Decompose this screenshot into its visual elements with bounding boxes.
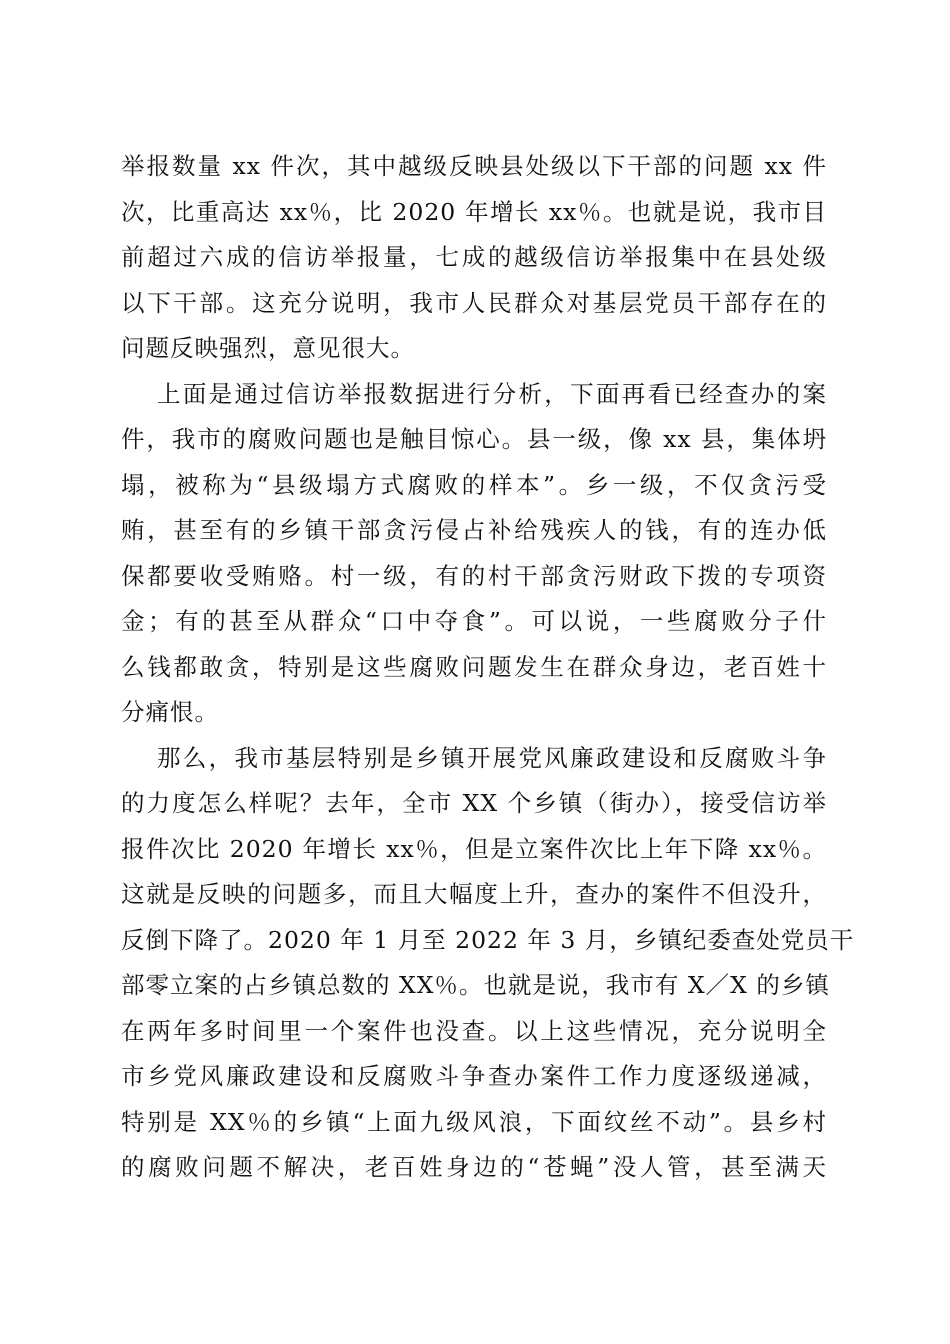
paragraph-3-line-9: 特别是 XX％的乡镇“上面九级风浪，下面纹丝不动”。县乡村 — [121, 1107, 827, 1136]
paragraph-2-line-2: 件，我市的腐败问题也是触目惊心。县一级，像 xx 县，集体坍 — [121, 425, 827, 453]
paragraph-3-line-5: 反倒下降了。2020 年 1 月至 2022 年 3 月，乡镇纪委查处党员干 — [121, 925, 855, 954]
paragraph-2-line-5: 保都要收受贿赂。村一级，有的村干部贪污财政下拨的专项资 — [121, 561, 827, 590]
paragraph-1-line-1: 举报数量 xx 件次，其中越级反映县处级以下干部的问题 xx 件 — [121, 152, 827, 180]
paragraph-2-line-6: 金；有的甚至从群众“口中夺食”。可以说，一些腐败分子什 — [121, 607, 827, 635]
paragraph-1-line-3: 前超过六成的信访举报量，七成的越级信访举报集中在县处级 — [121, 243, 827, 271]
paragraph-3-line-6: 部零立案的占乡镇总数的 XX％。也就是说，我市有 X／X 的乡镇 — [121, 971, 830, 999]
paragraph-2-line-4: 贿，甚至有的乡镇干部贪污侵占补给残疾人的钱，有的连办低 — [121, 516, 827, 544]
paragraph-2-line-7: 么钱都敢贪，特别是这些腐败问题发生在群众身边，老百姓十 — [121, 652, 827, 681]
paragraph-3-line-8: 市乡党风廉政建设和反腐败斗争查办案件工作力度逐级递减， — [121, 1062, 827, 1090]
paragraph-3-line-10: 的腐败问题不解决，老百姓身边的“苍蝇”没人管，甚至满天 — [121, 1153, 827, 1181]
paragraph-3-line-2: 的力度怎么样呢？去年，全市 XX 个乡镇（街办），接受信访举 — [121, 789, 827, 817]
paragraph-3-line-7: 在两年多时间里一个案件也没查。以上这些情况，充分说明全 — [121, 1016, 827, 1045]
paragraph-2-line-1: 上面是通过信访举报数据进行分析，下面再看已经查办的案 — [157, 379, 827, 408]
paragraph-1-line-2: 次，比重高达 xx％，比 2020 年增长 xx％。也就是说，我市目 — [121, 197, 827, 226]
paragraph-1-line-5: 问题反映强烈，意见很大。 — [121, 334, 415, 362]
paragraph-3-line-3: 报件次比 2020 年增长 xx％，但是立案件次比上年下降 xx％。 — [121, 834, 827, 863]
document-body — [121, 144, 855, 1191]
paragraph-3-line-4: 这就是反映的问题多，而且大幅度上升，查办的案件不但没升， — [121, 880, 827, 908]
paragraph-2-line-3: 塌，被称为“县级塌方式腐败的样本”。乡一级，不仅贪污受 — [121, 470, 827, 499]
paragraph-3-line-1: 那么，我市基层特别是乡镇开展党风廉政建设和反腐败斗争 — [157, 743, 827, 772]
paragraph-2-line-8: 分痛恨。 — [121, 698, 219, 726]
paragraph-1-line-4: 以下干部。这充分说明，我市人民群众对基层党员干部存在的 — [121, 288, 827, 317]
